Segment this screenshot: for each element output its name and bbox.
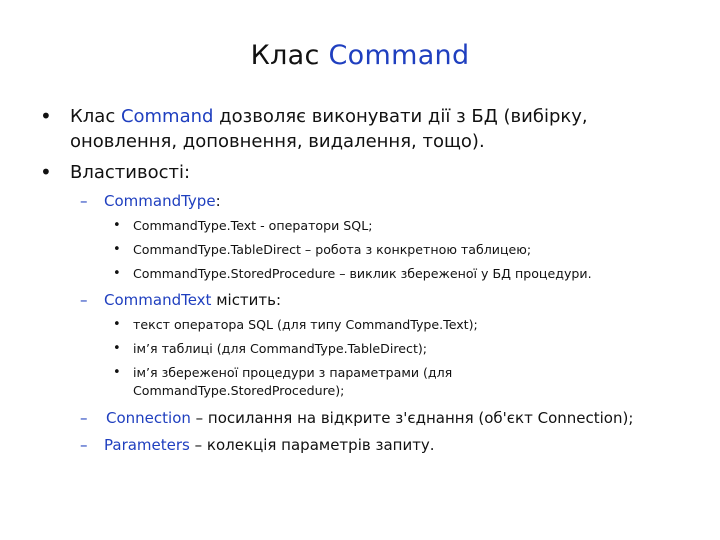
parameters-body: – колекція параметрів запиту.	[189, 436, 435, 454]
bullet-mark: •	[40, 104, 52, 128]
intro-prefix: Клас	[70, 106, 121, 127]
properties-label: Властивості:	[70, 162, 191, 183]
connection-text	[106, 408, 706, 428]
commandtext-text	[104, 290, 704, 310]
dash-mark: –	[80, 291, 88, 309]
bullet-mark: •	[40, 160, 52, 184]
commandtext-item-text: ім’я таблиці (для CommandType.TableDirect);	[133, 341, 428, 356]
commandtext-item-text: ім’я збереженої процедури з параметрами (для CommandType.StoredProcedure);	[133, 365, 453, 398]
commandtext-item-text: текст оператора SQL (для типу CommandType.Text);	[133, 317, 478, 332]
bullet-mark: •	[113, 341, 121, 356]
bullet-mark: •	[113, 365, 121, 380]
connection-name: Connection	[106, 409, 191, 427]
commandtype-name: CommandType	[104, 192, 216, 210]
commandtext-suffix: містить:	[211, 291, 282, 309]
commandtype-text	[104, 191, 704, 211]
parameters-text	[104, 435, 704, 455]
bullet-mark: •	[113, 317, 121, 332]
dash-mark: –	[80, 409, 88, 427]
intro-accent: Command	[120, 106, 214, 127]
connection-body: – посилання на відкрите з'єднання (об'єкт Connection);	[190, 409, 634, 427]
slide-title	[0, 40, 720, 71]
commandtext-name: CommandText	[104, 291, 212, 309]
intro-text	[70, 104, 690, 154]
title-accent: Command	[328, 40, 470, 71]
commandtype-item-text: CommandType.TableDirect – робота з конкретною таблицею;	[133, 242, 532, 257]
commandtype-item-text: CommandType.StoredProcedure – виклик збереженої у БД процедури.	[133, 266, 592, 281]
dash-mark: –	[80, 436, 88, 454]
commandtype-suffix: :	[215, 192, 221, 210]
title-prefix: Клас	[250, 40, 329, 71]
intro-body: дозволяє виконувати дії з БД (вибірку, оновлення, доповнення, видалення, тощо).	[70, 106, 588, 152]
bullet-mark: •	[113, 218, 121, 233]
bullet-mark: •	[113, 242, 121, 257]
bullet-mark: •	[113, 266, 121, 281]
dash-mark: –	[80, 192, 88, 210]
commandtype-item-text: CommandType.Text - оператори SQL;	[133, 218, 373, 233]
parameters-name: Parameters	[104, 436, 190, 454]
